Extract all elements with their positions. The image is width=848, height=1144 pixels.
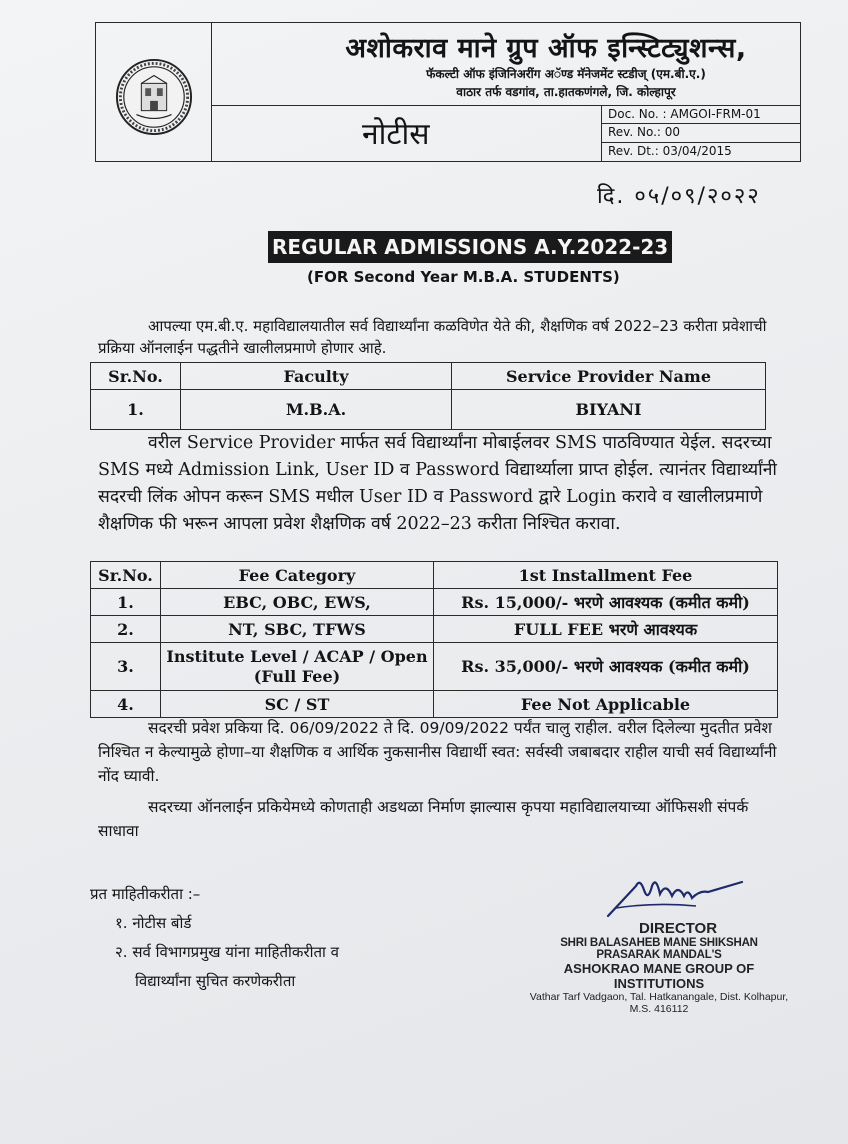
- intro-text: आपल्या एम.बी.ए. महाविद्यालयातील सर्व विद्यार्थ्यांना कळविणेत येते की, शैक्षणिक वर्ष 2022–23 करीता प्रवेशाची प्रक्रिया ऑनलाईन पद्धतीने खालीलप्रमाणे होणार आहे.: [98, 317, 767, 357]
- table-cell: 4.: [91, 691, 161, 718]
- table-row: [91, 691, 778, 718]
- table-header-row: [91, 562, 778, 589]
- document-info: [602, 106, 800, 161]
- table-row: [91, 616, 778, 643]
- doc-number: Doc. No. : AMGOI-FRM-01: [602, 106, 800, 124]
- notice-title-cell: [212, 106, 602, 161]
- signatory-line: SHRI BALASAHEB MANE SHIKSHAN PRASARAK MANDAL'S: [560, 937, 758, 961]
- institution-name-cell: [212, 23, 800, 106]
- table-cell: 1.: [91, 589, 161, 616]
- column-header: Faculty: [181, 363, 452, 390]
- column-header: 1st Installment Fee: [434, 562, 778, 589]
- table-cell: Institute Level / ACAP / Open (Full Fee): [161, 643, 434, 691]
- table-cell: 2.: [91, 616, 161, 643]
- letterhead: [95, 22, 801, 162]
- table-cell: Rs. 15,000/- भरणे आवश्यक (कमीत कमी): [434, 589, 778, 616]
- instructions-paragraph: [98, 430, 778, 538]
- table-row: [91, 643, 778, 691]
- table-cell: 1.: [91, 390, 181, 430]
- table-cell: BIYANI: [452, 390, 766, 430]
- table-cell: SC / ST: [161, 691, 434, 718]
- table-header-row: [91, 363, 766, 390]
- list-item: २. सर्व विभागप्रमुख यांना माहितीकरीता व: [115, 943, 340, 961]
- table-cell: EBC, OBC, EWS,: [161, 589, 434, 616]
- copy-to-heading: प्रत माहितीकरीता :–: [90, 885, 201, 903]
- revision-date: Rev. Dt.: 03/04/2015: [608, 143, 732, 158]
- provider-table: [90, 362, 766, 430]
- table-cell: FULL FEE भरणे आवश्यक: [434, 616, 778, 643]
- contact-text: सदरच्या ऑनलाईन प्रकियेमध्ये कोणताही अडथळा निर्माण झाल्यास कृपया महाविद्यालयाच्या ऑफिसशी संपर्क साधावा: [98, 798, 749, 840]
- signatory-block: [529, 920, 789, 1015]
- column-header: Fee Category: [161, 562, 434, 589]
- contact-paragraph: [98, 795, 778, 843]
- intro-paragraph: [98, 315, 778, 359]
- instructions-text: वरील Service Provider मार्फत सर्व विद्यार्थ्यांना मोबाईलवर SMS पाठविण्यात येईल. सदरच्या SMS मध्ये Admission Link, User ID व Password विद्यार्थ्याला प्राप्त होईल. त्यानंतर विद्यार्थ्यांनी सदरची लिंक ओपन करून SMS मधील User ID व Password द्वारे Login करावे व खालीलप्रमाणे शैक्षणिक फी भरून आपला प्रवेश शैक्षणिक वर्ष 2022–23 करीता निश्चित करावा.: [98, 433, 777, 534]
- institution-seal-icon: [115, 58, 193, 136]
- column-header: Sr.No.: [91, 363, 181, 390]
- table-row: [91, 589, 778, 616]
- schedule-text: सदरची प्रवेश प्रकिया दि. 06/09/2022 ते दि. 09/09/2022 पर्यंत चालु राहील. वरील दिलेल्या मुदतीत प्रवेश निश्चित न केल्यामुळे होणा–या शैक्षणिक व आर्थिक नुकसानीस विद्यार्थी स्वत: सर्वस्वी जबाबदार राहील याची सर्व विद्यार्थ्यांनी नोंद घ्यावी.: [98, 719, 777, 785]
- institution-name: अशोकराव माने ग्रुप ऑफ इन्स्टिट्युशन्स,: [345, 33, 747, 64]
- table-cell: Fee Not Applicable: [434, 691, 778, 718]
- fee-table: [90, 561, 778, 718]
- list-item: १. नोटीस बोर्ड: [115, 914, 192, 932]
- copy-to-list: [90, 880, 339, 996]
- schedule-paragraph: [98, 716, 778, 788]
- column-header: Service Provider Name: [452, 363, 766, 390]
- list-item: विद्यार्थ्यांना सुचित करणेकरीता: [135, 972, 296, 990]
- table-cell: NT, SBC, TFWS: [161, 616, 434, 643]
- table-row: [91, 390, 766, 430]
- table-cell: Rs. 35,000/- भरणे आवश्यक (कमीत कमी): [434, 643, 778, 691]
- notice-date: दि. ०५/०९/२०२२: [597, 184, 761, 209]
- signatory-line: Vathar Tarf Vadgaon, Tal. Hatkanangale, Dist. Kolhapur, M.S. 416112: [529, 991, 789, 1015]
- page-subtitle: (FOR Second Year M.B.A. STUDENTS): [307, 268, 620, 286]
- signatory-line: ASHOKRAO MANE GROUP OF INSTITUTIONS: [563, 961, 755, 991]
- page-title: REGULAR ADMISSIONS A.Y.2022-23: [268, 231, 672, 263]
- notice-title: नोटीस: [362, 117, 430, 152]
- logo-cell: [96, 23, 212, 161]
- signatory-title: DIRECTOR: [639, 920, 718, 937]
- faculty-line: फॅकल्टी ऑफ इंजिनिअरींग अॅण्ड मॅनेजमेंट स्टडीज् (एम.बी.ए.): [426, 67, 706, 81]
- table-cell: M.B.A.: [181, 390, 452, 430]
- address-line: वाठार तर्फ वडगांव, ता.हातकणंगले, जि. कोल्हापूर: [456, 85, 676, 99]
- revision-number: Rev. No.: 00: [602, 124, 800, 142]
- column-header: Sr.No.: [91, 562, 161, 589]
- table-cell: 3.: [91, 643, 161, 691]
- director-signature-icon: [596, 872, 746, 922]
